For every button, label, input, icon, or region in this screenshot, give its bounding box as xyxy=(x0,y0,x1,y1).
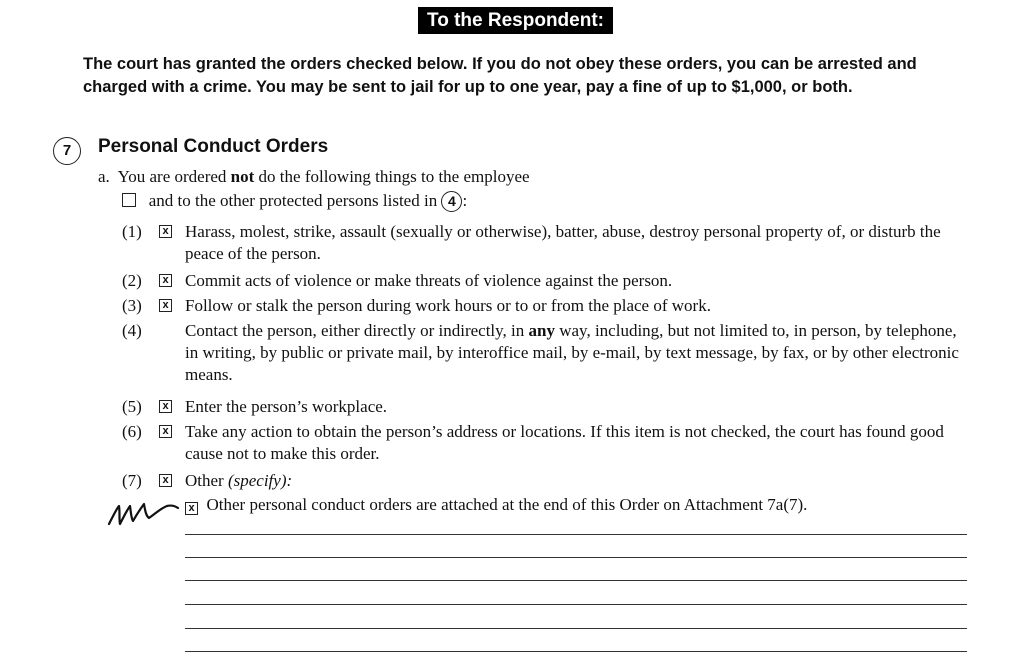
item-7-specify: (specify): xyxy=(227,471,293,490)
item-4-text-after: way, including, but not limited to, in person, by telephone, in writing, by public or private mail, by interoffice mail, by e-mail, by text message, by fax, or by other electronic means. xyxy=(185,321,959,384)
handwritten-initials xyxy=(105,494,180,530)
attachment-checkbox[interactable]: x xyxy=(185,502,198,515)
item-number: (7) xyxy=(122,471,142,490)
item-4-text-before: Contact the person, either directly or indirectly, in xyxy=(185,321,525,340)
sub-a-text-before: You are ordered xyxy=(117,167,227,186)
sub-a-bold: not xyxy=(230,167,255,186)
fill-in-line[interactable] xyxy=(185,534,967,535)
item-7-other: Other xyxy=(185,471,224,490)
item-3-checkbox[interactable]: x xyxy=(159,299,172,312)
sub-a-label: a. xyxy=(98,167,110,186)
item-1-checkbox[interactable]: x xyxy=(159,225,172,238)
item-6-checkbox[interactable]: x xyxy=(159,425,172,438)
fill-in-line[interactable] xyxy=(185,628,967,629)
item-text: Enter the person’s workplace. xyxy=(185,397,388,416)
protected-persons-checkbox[interactable] xyxy=(122,193,136,207)
sub-a-line xyxy=(98,166,530,188)
fill-in-line[interactable] xyxy=(185,557,967,558)
item-number: (1) xyxy=(122,222,142,241)
item-text: Commit acts of violence or make threats of violence against the person. xyxy=(185,271,673,290)
item-text: Take any action to obtain the person’s address or locations. If this item is not checked, the court has found good cause not to make this order. xyxy=(185,422,944,463)
section-title: Personal Conduct Orders xyxy=(98,136,329,157)
protected-persons-line xyxy=(122,190,467,212)
attachment-line xyxy=(185,494,807,516)
item-7-checkbox[interactable]: x xyxy=(159,474,172,487)
item-number: (5) xyxy=(122,397,142,416)
item-number: (3) xyxy=(122,296,142,315)
respondent-header: To the Respondent: xyxy=(418,7,613,34)
protected-persons-text: and to the other protected persons listed in xyxy=(148,191,438,210)
item-4-bold: any xyxy=(528,321,555,340)
item-5-checkbox[interactable]: x xyxy=(159,400,172,413)
fill-in-line[interactable] xyxy=(185,651,967,652)
item-text xyxy=(185,320,965,386)
item-text: Follow or stalk the person during work hours or to or from the place of work. xyxy=(185,296,711,315)
item-text xyxy=(185,470,965,492)
section-number-circle: 7 xyxy=(53,137,81,165)
attachment-text: Other personal conduct orders are attached at the end of this Order on Attachment 7a(7). xyxy=(206,495,808,514)
warning-paragraph: The court has granted the orders checked below. If you do not obey these orders, you can be arrested and charged with a crime. You may be sent to jail for up to one year, pay a fine of up to $1,000, or both. xyxy=(83,55,917,96)
item-number: (2) xyxy=(122,271,142,290)
item-2-checkbox[interactable]: x xyxy=(159,274,172,287)
sub-a-text-after: do the following things to the employee xyxy=(258,167,530,186)
protected-colon: : xyxy=(462,191,468,210)
item-number: (6) xyxy=(122,422,142,441)
fill-in-line[interactable] xyxy=(185,604,967,605)
protected-ref-circle: 4 xyxy=(441,191,462,212)
fill-in-line[interactable] xyxy=(185,580,967,581)
item-text: Harass, molest, strike, assault (sexually or otherwise), batter, abuse, destroy personal property of, or disturb the peace of the person. xyxy=(185,222,941,263)
item-number: (4) xyxy=(122,321,142,340)
